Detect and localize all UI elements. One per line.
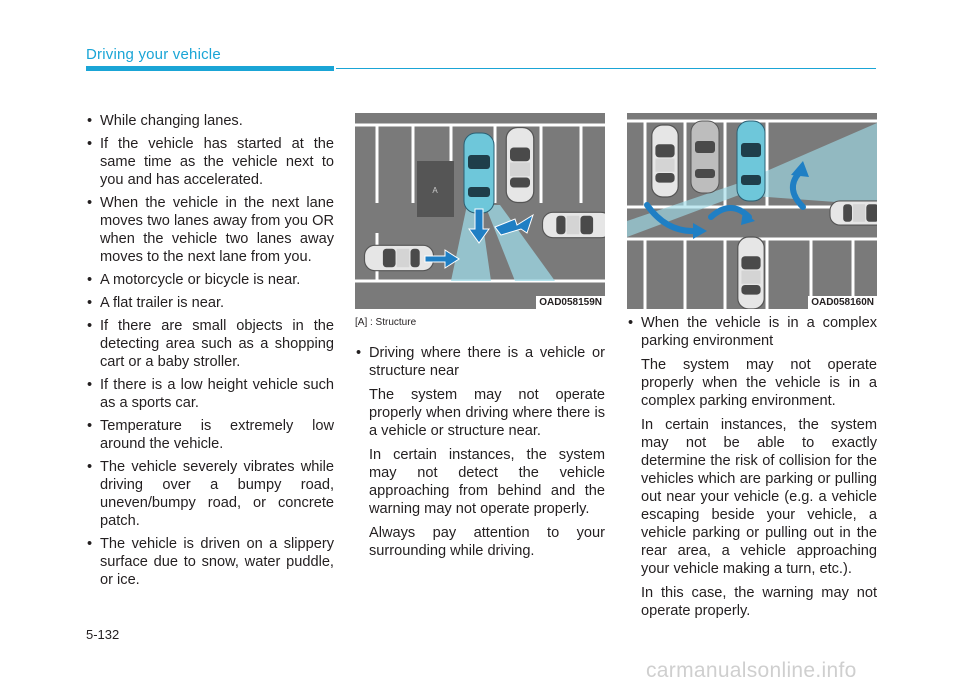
- figure-caption: [A] : Structure: [355, 317, 417, 328]
- car-parked: [506, 128, 534, 203]
- car-parked-1: [652, 125, 678, 197]
- paragraph: In certain instances, the system may not detect the vehicle approaching from behind and the warning may not operate properly.: [369, 447, 605, 517]
- paragraph: Always pay attention to your surrounding while driving.: [369, 525, 605, 559]
- conditions-list: [86, 112, 334, 589]
- car-approaching-left: [365, 245, 434, 270]
- list-item: • A flat trailer is near.: [86, 294, 334, 312]
- paragraph: In this case, the warning may not operate properly.: [641, 585, 877, 619]
- list-item: • If there are small objects in the detecting area such as a shopping cart or a baby stroller.: [86, 317, 334, 371]
- section-title: Driving your vehicle: [86, 46, 221, 63]
- figure-complex-parking: [627, 113, 877, 309]
- car-own: [737, 121, 765, 201]
- list-item: • A motorcycle or bicycle is near.: [86, 271, 334, 289]
- list-item: • If there is a low height vehicle such as a sports car.: [86, 376, 334, 412]
- header-bar: [86, 66, 334, 71]
- structure-near-list: [355, 344, 605, 380]
- figure-structure-near: [355, 113, 605, 309]
- column-1: [86, 112, 334, 594]
- figure-code: OAD058159N: [536, 296, 605, 309]
- list-item: • Driving where there is a vehicle or structure near: [355, 344, 605, 380]
- column-2: [355, 314, 605, 560]
- list-item: • The vehicle is driven on a slippery surface due to snow, water puddle, or ice.: [86, 535, 334, 589]
- list-item: • When the vehicle in the next lane moves two lanes away from you OR when the vehicle two lanes away moves to the next lane from you.: [86, 194, 334, 266]
- header-rule: [336, 68, 876, 69]
- parking-illustration-2: [627, 113, 877, 309]
- car-parked-2: [691, 121, 719, 193]
- structure-marker: A: [432, 186, 438, 195]
- car-own: [464, 133, 494, 213]
- column-3: [627, 314, 877, 620]
- figure-code: OAD058160N: [808, 296, 877, 309]
- list-item: • The vehicle severely vibrates while driving over a bumpy road, uneven/bumpy road, or concrete patch.: [86, 458, 334, 530]
- paragraph: In certain instances, the system may not be able to exactly determine the risk of collision for the vehicles which are parking or pulling out near your vehicle (e.g. a vehicle escaping beside your vehicle, a vehicle parking or pulling out in the rear area, a vehicle approaching your vehicle making a turn, etc.).: [641, 417, 877, 577]
- complex-parking-list: [627, 314, 877, 350]
- list-item: • When the vehicle is in a complex parking environment: [627, 314, 877, 350]
- car-rear: [738, 237, 764, 309]
- page-number: 5-132: [86, 627, 120, 642]
- list-item: • While changing lanes.: [86, 112, 334, 130]
- list-item: • If the vehicle has started at the same time as the vehicle next to you and has accelerated.: [86, 135, 334, 189]
- paragraph: The system may not operate properly when driving where there is a vehicle or structure near.: [369, 387, 605, 439]
- list-item: • Temperature is extremely low around the vehicle.: [86, 417, 334, 453]
- detection-zone-left: [451, 205, 491, 281]
- parking-illustration-1: [355, 113, 605, 309]
- paragraph: The system may not operate properly when the vehicle is in a complex parking environment.: [641, 357, 877, 409]
- watermark: carmanualsonline.info: [646, 659, 857, 682]
- car-approaching-right: [543, 212, 606, 237]
- car-side-right: [830, 201, 877, 225]
